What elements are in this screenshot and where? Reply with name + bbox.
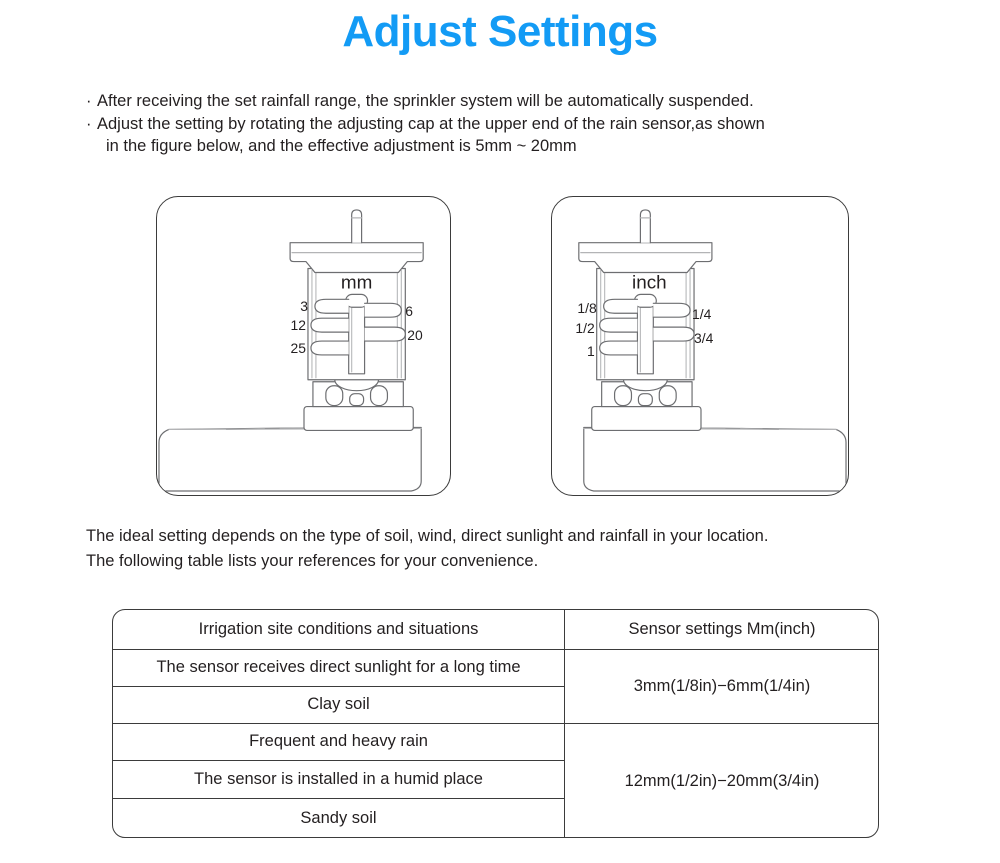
tick-label-left-1: 3 [300, 298, 308, 315]
tick-label-right-2: 3/4 [694, 330, 714, 347]
table-row [113, 649, 564, 686]
intro-paragraph-line-1: The ideal setting depends on the type of soil, wind, direct sunlight and rainfall in your location. [86, 527, 769, 545]
figure-unit-label: inch [632, 271, 667, 293]
list-item [86, 113, 926, 158]
table-cell-condition: The sensor receives direct sunlight for a long time [156, 658, 521, 676]
list-item-text: Adjust the setting by rotating the adjusting cap at the upper end of the rain sensor,as shown [97, 114, 765, 133]
settings-table [112, 609, 879, 838]
table-cell-setting-group-2 [565, 723, 879, 838]
mm-sensor-illustration [157, 197, 450, 495]
table-cell-condition: The sensor is installed in a humid place [194, 769, 483, 788]
inch-sensor-diagram [551, 196, 849, 496]
intro-paragraph-line-2: The following table lists your references for your convenience. [86, 552, 539, 570]
tick-label-right-1: 6 [405, 303, 414, 320]
instruction-list [86, 90, 926, 158]
tick-label-right-2: 20 [407, 327, 423, 344]
table-header-conditions [113, 610, 564, 649]
table-cell-condition: Frequent and heavy rain [249, 732, 428, 750]
table-grid [113, 610, 878, 837]
table-cell-setting-value: 3mm(1/8in)−6mm(1/4in) [633, 676, 811, 695]
table-cell-setting-value: 12mm(1/2in)−20mm(3/4in) [624, 771, 820, 790]
table-header-settings [565, 610, 879, 649]
bullet-marker-icon: · [86, 92, 92, 110]
intro-paragraph [86, 524, 946, 574]
table-cell-condition: Clay soil [307, 695, 370, 713]
table-cell-condition: Sandy soil [300, 809, 377, 827]
bullet-marker-icon: · [86, 114, 92, 133]
table-header-settings-label: Sensor settings Mm(inch) [628, 620, 816, 638]
inch-sensor-illustration [552, 197, 848, 495]
table-row [113, 686, 564, 723]
tick-label-left-1: 1/8 [577, 300, 597, 317]
figure-unit-label: mm [340, 271, 373, 293]
list-item [86, 90, 926, 113]
table-header-conditions-label: Irrigation site conditions and situations [198, 620, 479, 638]
list-item-text-continued: in the figure below, and the effective adjustment is 5mm ~ 20mm [106, 137, 577, 155]
page-title: Adjust Settings [342, 7, 658, 56]
tick-label-left-3: 1 [586, 342, 595, 359]
tick-label-left-3: 25 [290, 339, 306, 356]
tick-label-left-2: 1/2 [575, 320, 595, 337]
tick-label-left-2: 12 [290, 317, 306, 334]
list-item-text: After receiving the set rainfall range, the sprinkler system will be automatically suspended. [97, 92, 754, 110]
table-row [113, 798, 564, 838]
table-cell-setting-group-1 [565, 649, 879, 723]
tick-label-right-1: 1/4 [692, 306, 712, 323]
mm-sensor-diagram [156, 196, 451, 496]
table-row [113, 760, 564, 798]
table-row [113, 723, 564, 760]
